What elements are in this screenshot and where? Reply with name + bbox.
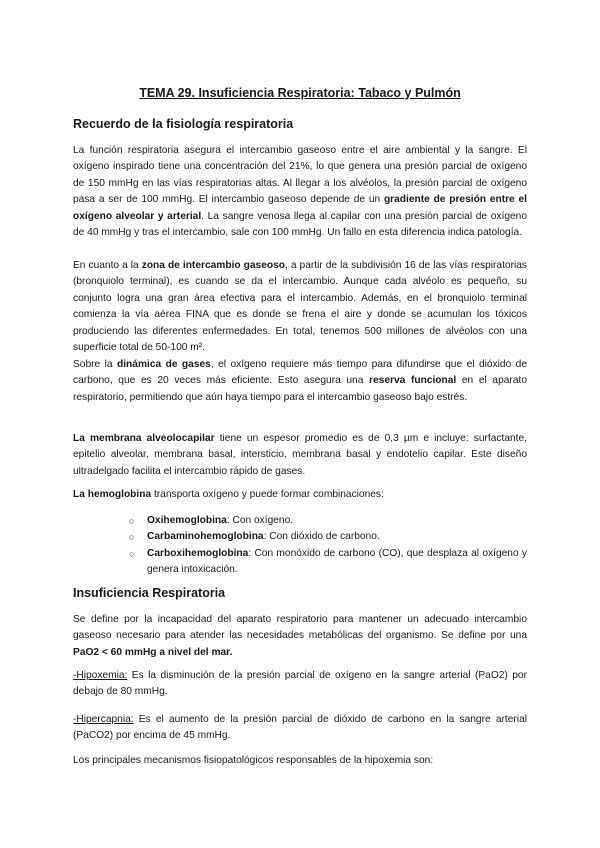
paragraph-membrana: La membrana alveolocapilar tiene un espesor promedio es de 0,3 µm e incluye: surfactante, epitelio alveolar, membrana basal, intersticio, membrana basal y endotelio capilar. Este diseño ultradelgado facilita el intercambio rápido de gases. [73,433,527,477]
paragraph-hemoglobina: La hemoglobina transporta oxígeno y puede formar combinaciones: [73,489,384,500]
paragraph-hipoxemia: -Hipoxemia: Es la disminución de la presión parcial de oxígeno en la sangre arterial (PaO2) por debajo de 80 mmHg. [73,670,527,698]
bullet-circle-icon: ○ [129,548,135,559]
paragraph-funcion-respiratoria: La función respiratoria asegura el intercambio gaseoso entre el aire ambiental y la sangre. El oxígeno inspirado tiene una concentración del 21%, lo que genera una presión parcial de oxígeno de 150 mmHg en las vías respiratorias altas. Al llegar a los alvéolos, la presión parcial de oxígeno pasa a ser de 100 mmHg. El intercambio gaseoso depende de un gradiente de presión entre el oxígeno alveolar y arterial. La sangre venosa llega al capilar con una presión parcial de oxígeno de 40 mmHg y tras el intercambio, sale con 100 mmHg. Un fallo en esta diferencia indica patología. [73,145,527,239]
hemoglobina-list [129,513,527,579]
section-heading-insuficiencia: Insuficiencia Respiratoria [73,586,226,600]
paragraph-zona-intercambio: En cuanto a la zona de intercambio gaseoso, a partir de la subdivisión 16 de las vías respiratorias (bronquiolo terminal), es cuando se da el intercambio. Aunque cada alvéolo es pequeño, su conjunto logra una gran área efectiva para el intercambio. Además, en el bronquiolo terminal comienza la vía aérea FINA que es donde se frena el aire y donde se acumulan los tóxicos produciendo las diferentes enfermedades. En total, tenemos 500 millones de alvéolos con una superficie total de 50-100 m². [73,260,527,354]
list-item: ○ Carboxihemoglobina: Con monóxido de carbono (CO), que desplaza al oxígeno y genera intoxicación. [129,547,527,576]
page-title: TEMA 29. Insuficiencia Respiratoria: Tabaco y Pulmón [139,86,461,100]
paragraph-definicion: Se define por la incapacidad del aparato respiratorio para mantener un adecuado intercambio gaseoso necesario para atender las necesidades metabólicas del organismo. Se define por una PaO2 < 60 mmHg a nivel del mar. [73,614,527,658]
section-heading-fisiologia: Recuerdo de la fisiología respiratoria [73,117,294,131]
bullet-circle-icon: ○ [129,516,135,526]
paragraph-mecanismos: Los principales mecanismos fisiopatológicos responsables de la hipoxemia son: [73,755,434,766]
paragraph-dinamica-gases: Sobre la dinámica de gases, el oxígeno requiere más tiempo para difundirse que el dióxido de carbono, que es 20 veces más eficiente. Esto asegura una reserva funcional en el aparato respiratorio, permitiendo que aún haya tiempo para el intercambio gaseoso bajo estrés. [73,359,527,403]
bullet-circle-icon: ○ [129,532,135,543]
list-item: ○ Oxihemoglobina: Con oxígeno. [129,513,527,529]
list-item: ○ Carbaminohemoglobina: Con dióxido de carbono. [129,529,527,545]
paragraph-hipercapnia: -Hipercapnia: Es el aumento de la presión parcial de dióxido de carbono en la sangre arterial (PaCO2) por encima de 45 mmHg. [73,714,527,742]
